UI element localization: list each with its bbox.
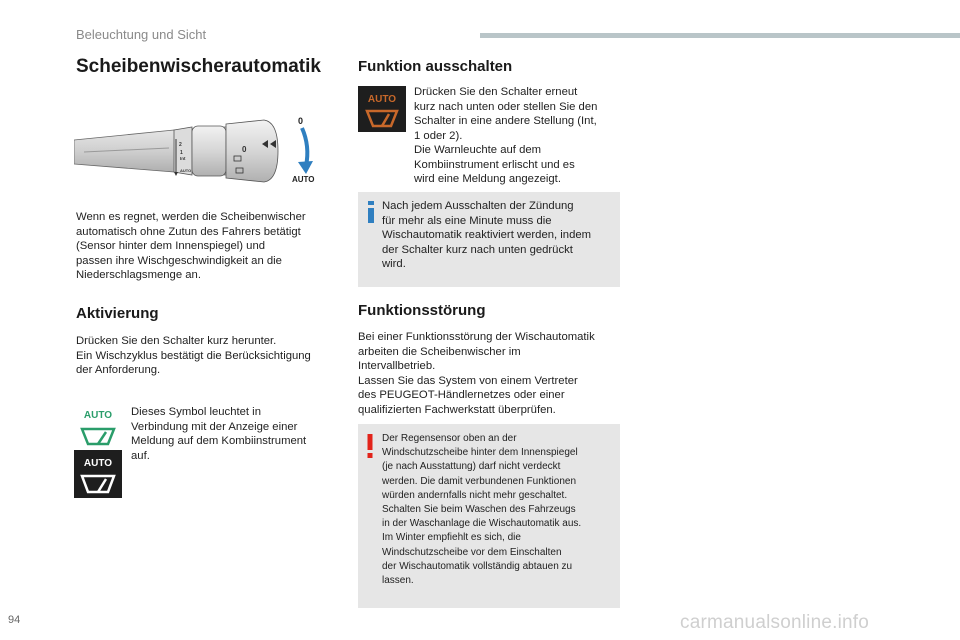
watermark: carmanualsonline.info	[680, 612, 870, 633]
warning-box	[358, 424, 620, 608]
activation-heading: Aktivierung	[76, 305, 159, 322]
stalk-label-auto: AUTO	[180, 168, 192, 173]
info-box	[358, 192, 620, 287]
auto-wiper-icon-light	[74, 402, 122, 450]
header-bar	[480, 33, 960, 38]
warning-icon	[365, 434, 375, 458]
stalk-label-off: 0	[242, 145, 247, 154]
wiper-stalk-illustration	[74, 112, 324, 190]
deactivate-text: Drücken Sie den Schalter erneut kurz nach unten oder stellen Sie den Schalter in eine andere Stellung (Int, 1 oder 2). Die Warnleuchte auf dem Kombiinstrument erlischt und es wird eine Meldung angezeigt.	[414, 86, 598, 185]
auto-wiper-icon-dark	[74, 450, 122, 498]
stalk-label-2: 2	[179, 142, 182, 148]
position-label-0: 0	[298, 116, 304, 126]
fault-text: Bei einer Funktionsstörung der Wischautomatik arbeiten die Scheibenwischer im Intervallbetrieb. Lassen Sie das System von einem Vertreter des PEUGEOT-Händlernetzes oder einer qualifizierten Fachwerkstatt überprüfen.	[358, 331, 595, 416]
warning-box-text: Der Regensensor oben an der Windschutzscheibe hinter dem Innenspiegel (je nach Ausstattung) darf nicht verdeckt werden. Die damit verbundenen Funktionen würden andernfalls nicht mehr geschaltet. Schalten Sie beim Waschen des Fahrzeugs in der Waschanlage die Wischautomatik aus. Im Winter empfiehlt es sich, die Windschutzscheibe vor dem Einschalten der Wischautomatik vollständig abtauen zu lassen.	[382, 433, 582, 587]
section-header: Beleuchtung und Sicht	[76, 27, 207, 42]
intro-text: Wenn es regnet, werden die Scheibenwischer automatisch ohne Zutun des Fahrers betätigt (Sensor hinter dem Innenspiegel) und passen ihre Wischgeschwindigkeit an die Niederschlagsmenge an.	[76, 211, 306, 281]
auto-icon-label-amber: AUTO	[367, 94, 397, 105]
icon-description: Dieses Symbol leuchtet in Verbindung mit der Anzeige einer Meldung auf dem Kombiinstrument auf.	[131, 406, 307, 462]
auto-icon-label-light: AUTO	[83, 410, 113, 421]
page-title: Scheibenwischerautomatik	[76, 56, 321, 77]
activation-text: Drücken Sie den Schalter kurz herunter. Ein Wischzyklus bestätigt die Berücksichtigung der Anforderung.	[76, 335, 311, 376]
info-box-text: Nach jedem Ausschalten der Zündung für mehr als eine Minute muss die Wischautomatik reaktiviert werden, indem der Schalter kurz nach unten gedrückt wird.	[382, 200, 592, 270]
stalk-label-int: Int	[180, 156, 186, 161]
page-number: 94	[8, 614, 21, 626]
fault-heading: Funktionsstörung	[358, 302, 486, 319]
deactivate-heading: Funktion ausschalten	[358, 58, 513, 75]
stalk-label-1: 1	[180, 150, 183, 156]
position-label-auto: AUTO	[292, 175, 315, 184]
info-icon	[366, 201, 376, 223]
auto-wiper-warning-icon	[358, 86, 406, 132]
auto-icon-label-dark: AUTO	[83, 458, 113, 469]
